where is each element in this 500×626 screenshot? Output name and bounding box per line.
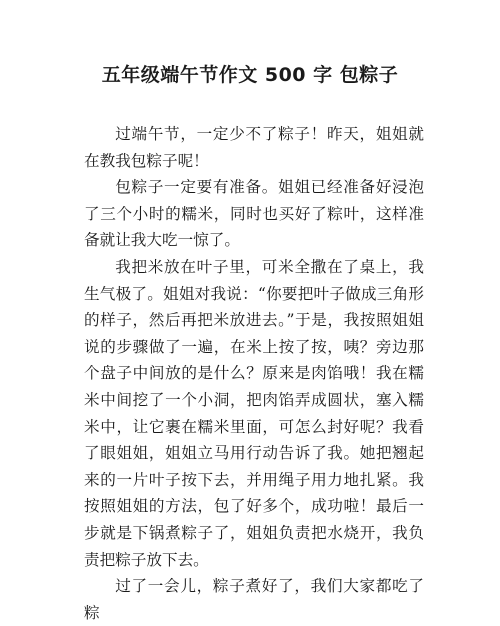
document-title: 五年级端午节作文 500 字 包粽子 bbox=[101, 64, 399, 86]
paragraph: 过了一会儿，粽子煮好了，我们大家都吃了粽 bbox=[84, 577, 424, 622]
paragraph: 我把米放在叶子里，可米全撒在了桌上，我生气极了。姐姐对我说：“你要把叶子做成三角形的样子，然后再把米放进去。”于是，我按照姐姐说的步骤做了一遍，在米上按了按，咦？旁边那个盘子中间放的是什么？原来是肉馅哦！我在糯米中间挖了一个小洞，把肉馅弄成圆状，塞入糯米中，让它裹在糯米里面，可怎么封好呢？我看了眼姐姐，姐姐立马用行动告诉了我。她把翘起来的一片叶子按下去，并用绳子用力地扎紧。我按照姐姐的方法，包了好多个，成功啦！最后一步就是下锅煮粽子了，姐姐负责把水烧开，我负责把粽子放下去。 bbox=[84, 257, 424, 569]
document-body bbox=[84, 121, 424, 626]
paragraph: 过端午节，一定少不了粽子！昨天，姐姐就在教我包粽子呢！ bbox=[84, 125, 424, 170]
paragraph: 包粽子一定要有准备。姐姐已经准备好浸泡了三个小时的糯米，同时也买好了粽叶，这样准备就让我大吃一惊了。 bbox=[84, 178, 424, 250]
